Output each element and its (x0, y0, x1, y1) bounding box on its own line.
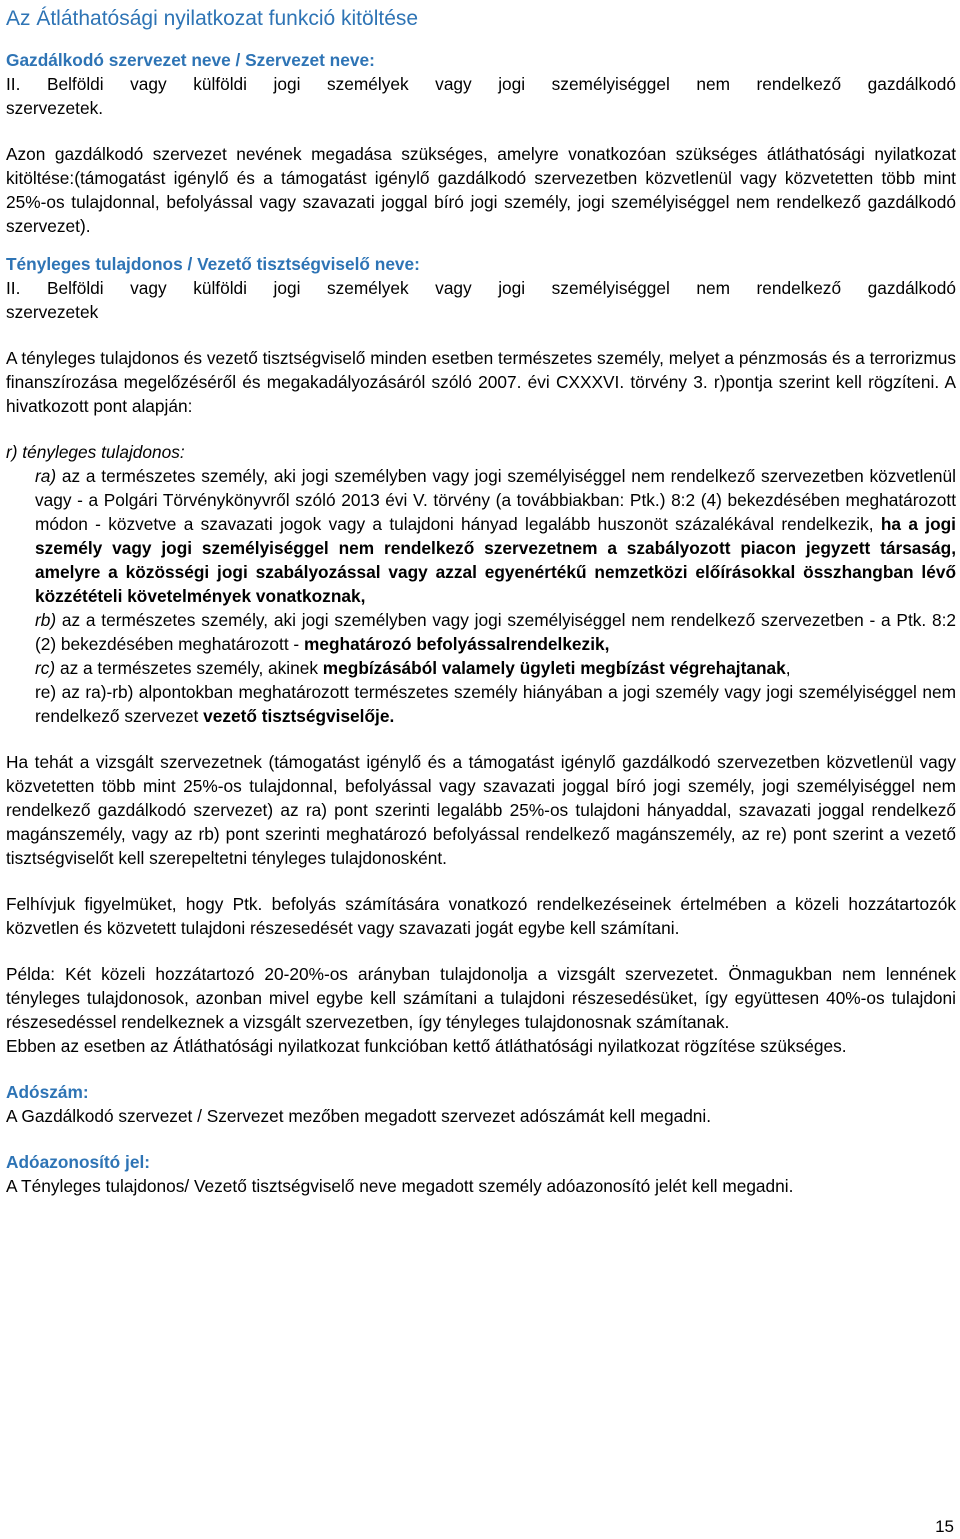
tax-number-text: A Gazdálkodó szervezet / Szervezet mezőben megadott szervezet adószámát kell megadni. (6, 1106, 712, 1126)
owner-category-line-end: szervezetek (6, 302, 99, 322)
definition-list (6, 464, 956, 728)
tax-id-text: A Tényleges tulajdonos/ Vezető tisztségviselő neve megadott személy adóazonosító jelét kell megadni. (6, 1176, 794, 1196)
example-conclusion: Ebben az esetben az Átláthatósági nyilatkozat funkcióban kettő átláthatósági nyilatkozat rögzítése szükséges. (6, 1036, 847, 1056)
org-category-line: II. Belföldi vagy külföldi jogi személyek vagy jogi személyiséggel nem rendelkező gazdálkodó (6, 74, 956, 94)
definition-rb-text: az a természetes személy, aki jogi személyben vagy jogi személyiséggel nem rendelkező szervezetben - a Ptk. 8:2 (2) bekezdésében meghatározott - (35, 610, 956, 654)
definition-rc-text: az a természetes személy, akinek (55, 658, 323, 678)
notice-paragraph: Felhívjuk figyelmüket, hogy Ptk. befolyás számítására vonatkozó rendelkezéseinek értelmében a közeli hozzátartozók közvetlen és közvetett tulajdoni részesedését vagy szavazati jogát egybe kell számítani. (6, 894, 956, 938)
definition-rc (35, 656, 956, 680)
summary-paragraph: Ha tehát a vizsgált szervezetnek (támogatást igénylő és a támogatást igénylő gazdálkodó szervezetben közvetlenül vagy közvetetten több mint 25%-os tulajdonnal, befolyással vagy szavazati joggal bíró jogi személy, jogi személyiséggel nem rendelkező gazdálkodó szervezet) az ra) pont szerinti legalább 25%-os tulajdoni hányaddal, szavazati joggal rendelkező magánszemély, vagy az rb) pont szerinti meghatározó befolyással rendelkező magánszemély, az re) pont szerint a vezető tisztségviselőt kell szerepeltetni tényleges tulajdonosként. (6, 752, 956, 868)
definition-re-text: re) az ra)-rb) alpontokban meghatározott természetes személy hiányában a jogi személy vagy jogi személyiséggel nem rendelkező szervezet (35, 682, 956, 726)
owner-law-reference: A tényleges tulajdonos és vezető tisztségviselő minden esetben természetes személy, melyet a pénzmosás és a terrorizmus finanszírozása megelőzéséről és megakadályozásáról szóló 2007. évi CXXXVI. törvény 3. r)pontja szerint kell rögzíteni. (6, 348, 956, 392)
org-category-line-end: szervezetek. (6, 98, 104, 118)
section-heading-tax-number: Adószám: (6, 1082, 89, 1102)
definition-rc-label: rc) (35, 658, 56, 678)
definition-rc-end: , (785, 658, 791, 678)
definition-rb-bold: meghatározó befolyássalrendelkezik, (303, 634, 610, 654)
definition-lead: r) tényleges tulajdonos: (6, 442, 185, 462)
owner-category-line: II. Belföldi vagy külföldi jogi személyek vagy jogi személyiséggel nem rendelkező gazdálkodó (6, 278, 956, 298)
definition-ra (35, 464, 956, 608)
definition-ra-label: ra) (35, 466, 57, 486)
section-heading-org-name: Gazdálkodó szervezet neve / Szervezet neve: (6, 50, 375, 70)
page-title: Az Átláthatósági nyilatkozat funkció kitöltése (6, 7, 419, 30)
definition-ra-text: az a természetes személy, aki jogi személyben vagy jogi személyiséggel nem rendelkező szervezetben közvetlenül vagy - a Polgári Törvénykönyvről szóló 2013 évi V. törvény (a továbbiakban: Ptk.) 8:2 (4) bekezdésében meghatározott módon - közvetve a szavazati jogok vagy a tulajdoni hányad legalább huszonöt százalékával rendelkezik, (35, 466, 956, 534)
definition-rc-bold: megbízásából valamely ügyleti megbízást végrehajtanak (322, 658, 786, 678)
owner-law-lead: A hivatkozott pont alapján: (6, 372, 956, 416)
section-heading-owner-name: Tényleges tulajdonos / Vezető tisztségviselő neve: (6, 254, 420, 274)
definition-ra-bold: ha a jogi személy vagy jogi személyiséggel nem rendelkező szervezetnem a szabályozott piacon jegyzett társaság, amelyre a közösségi jogi szabályozással vagy azzal egyenértékű nemzetközi előírásokkal összhangban lévő közzétételi követelmények vonatkoznak, (35, 514, 956, 606)
example-paragraph: Példa: Két közeli hozzátartozó 20-20%-os arányban tulajdonolja a vizsgált szervezetet. Önmagukban nem lennének tényleges tulajdonosok, azonban mivel egybe kell számítani a tulajdoni részesedésüket, így együttesen 40%-os tulajdoni részesedéssel rendelkeznek a vizsgált szervezetben, így tényleges tulajdonosnak számítanak. (6, 964, 956, 1032)
section-heading-tax-id: Adóazonosító jel: (6, 1152, 151, 1172)
definition-rb (35, 608, 956, 656)
document-page (6, 0, 956, 1198)
definition-re (35, 680, 956, 728)
definition-rb-label: rb) (35, 610, 57, 630)
definition-re-bold: vezető tisztségviselője. (203, 706, 395, 726)
owner-definition-paragraph (6, 346, 956, 418)
org-name-paragraph: Azon gazdálkodó szervezet nevének megadása szükséges, amelyre vonatkozóan szükséges átláthatósági nyilatkozat kitöltése:(támogatást igénylő és a támogatást igénylő gazdálkodó szervezetben közvetlenül vagy közvetetten több mint 25%-os tulajdonnal, befolyással vagy szavazati joggal bíró jogi személy, jogi személyiséggel nem rendelkező gazdálkodó szervezet). (6, 144, 956, 236)
page-number: 15 (935, 1517, 954, 1536)
